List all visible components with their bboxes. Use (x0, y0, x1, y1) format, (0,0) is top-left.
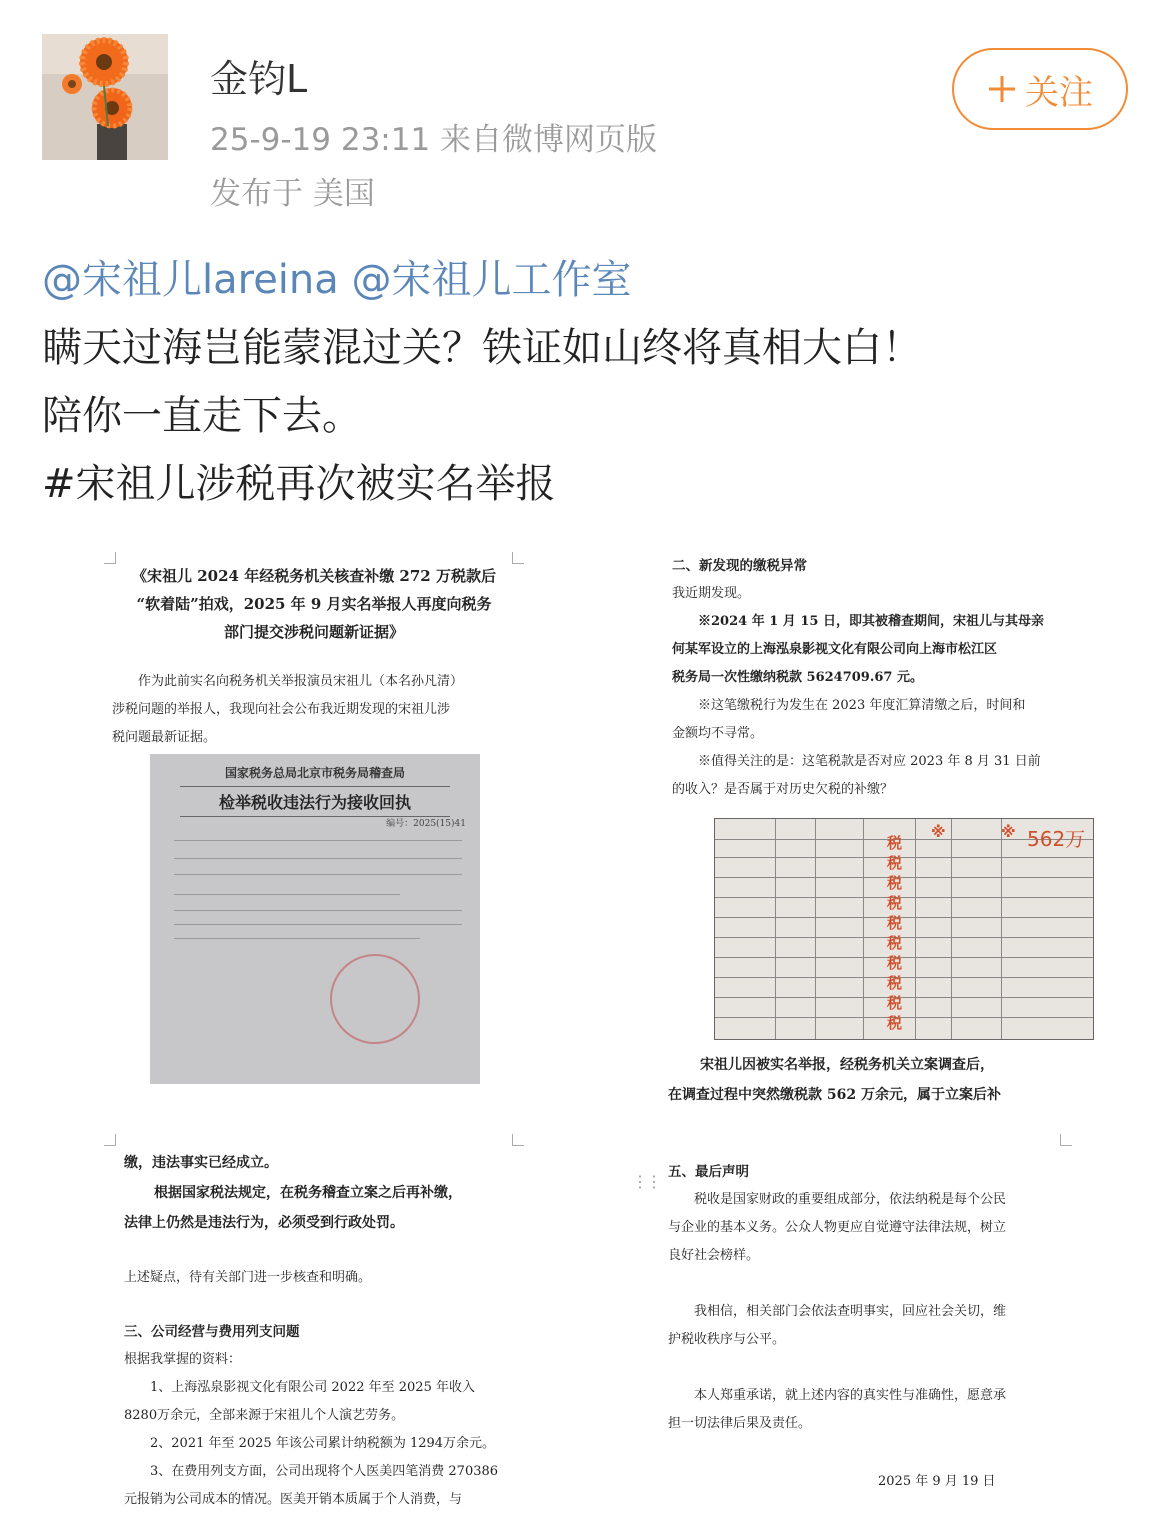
doc-title: “软着陆”拍戏，2025 年 9 月实名举报人再度向税务 (136, 595, 492, 613)
page-corner-mark (104, 1134, 116, 1146)
plus-icon (987, 74, 1017, 104)
mention-link[interactable]: @宋祖儿lareina (42, 257, 339, 303)
doc-line: 根据我掌握的资料： (124, 1352, 242, 1367)
doc-bold-line: 根据国家税法规定，在税务稽查立案之后再补缴， (154, 1185, 462, 1201)
doc-bold-line: 宋祖儿因被实名举报，经税务机关立案调查后， (700, 1057, 994, 1073)
post-meta: 25-9-19 23:11 来自微博网页版 (210, 122, 658, 158)
image-grid (42, 524, 1128, 1511)
doc-line: 良好社会榜样。 (668, 1248, 760, 1263)
doc-line: 担一切法律后果及责任。 (668, 1416, 812, 1431)
follow-label: 关注 (1025, 72, 1093, 113)
table-rule (715, 857, 1093, 858)
hashtag[interactable]: #宋祖儿涉税再次被实名举报 (42, 461, 556, 507)
post-line: 瞒天过海岂能蒙混过关？铁证如山终将真相大白！ (42, 325, 922, 371)
doc-line: 税收是国家财政的重要组成部分，依法纳税是每个公民 (694, 1192, 1007, 1207)
doc-paragraph: 作为此前实名向税务机关举报演员宋祖儿（本名孙凡清） (138, 674, 464, 689)
doc-bold-line: 在调查过程中突然缴税款 562 万余元，属于立案后补 (668, 1087, 1001, 1103)
table-rule (715, 897, 1093, 898)
table-rule (715, 877, 1093, 878)
follow-button[interactable] (952, 48, 1128, 130)
receipt-title: 检举税收违法行为接收回执 (180, 786, 450, 817)
post-image-2[interactable] (668, 546, 1086, 1116)
doc-line: 涉税问题的举报人，我现向社会公布我近期发现的宋祖儿涉 (112, 702, 451, 717)
receipt-agency: 国家税务总局北京市税务局稽查局 (224, 766, 405, 780)
doc-title: 《宋祖儿 2024 年经税务机关核查补缴 272 万税款后 (132, 567, 496, 585)
receipt-text-line (174, 874, 462, 875)
doc-line: 税务局一次性缴纳税款 5624709.67 元。 (672, 670, 923, 685)
receipt-text-line (174, 910, 462, 911)
doc-title: 部门提交涉税问题新证据》 (223, 623, 404, 641)
table-rule (715, 917, 1093, 918)
doc-line: 我相信，相关部门会依法查明事实，回应社会关切，维 (694, 1304, 1007, 1319)
receipt-text-line (174, 938, 420, 939)
avatar-image (42, 34, 168, 160)
page-corner-mark (512, 1134, 524, 1146)
page-corner-mark (1060, 1134, 1072, 1146)
doc-line: 元报销为公司成本的情况。医美开销本质属于个人消费，与 (124, 1492, 463, 1507)
receipt-number: 编号：2025(15)41 (386, 819, 466, 829)
doc-heading: 二、新发现的缴税异常 (672, 558, 807, 574)
doc-line: 金额均不寻常。 (672, 726, 764, 741)
table-rule (951, 819, 952, 1039)
doc-line: 我近期发现。 (672, 586, 751, 601)
mention-link[interactable]: @宋祖儿工作室 (351, 257, 632, 303)
doc-heading: 三、公司经营与费用列支问题 (124, 1324, 300, 1340)
handwritten-mark: ※ (1001, 823, 1016, 841)
post-image-1[interactable] (104, 542, 524, 1112)
post-text (42, 246, 1132, 518)
tax-record-photo (714, 818, 1094, 1040)
doc-line: 8280万余元，全部来源于宋祖儿个人演艺劳务。 (124, 1408, 405, 1423)
receipt-text-line (174, 894, 400, 895)
doc-line: ※这笔缴税行为发生在 2023 年度汇算清缴之后，时间和 (698, 698, 1026, 713)
doc-line: 与企业的基本义务。公众人物更应自觉遵守法律法规，树立 (668, 1220, 1007, 1235)
doc-line: 2、2021 年至 2025 年该公司累计纳税额为 1294万余元。 (150, 1436, 496, 1451)
doc-line: 护税收秩序与公平。 (668, 1332, 786, 1347)
table-rule (775, 819, 776, 1039)
receipt-text-line (174, 840, 462, 841)
doc-line: ※值得关注的是：这笔税款是否对应 2023 年 8 月 31 日前 (698, 754, 1041, 769)
table-rule (715, 957, 1093, 958)
doc-line: ※2024 年 1 月 15 日，即其被稽查期间，宋祖儿与其母亲 (698, 614, 1044, 629)
receipt-text-line (174, 858, 462, 859)
doc-bold-line: 缴，违法事实已经成立。 (124, 1155, 278, 1171)
table-rule (715, 977, 1093, 978)
doc-line: 本人郑重承诺，就上述内容的真实性与准确性，愿意承 (694, 1388, 1007, 1403)
post-line: 陪你一直走下去。 (42, 393, 362, 439)
post-image-3[interactable] (104, 1134, 524, 1511)
doc-heading: 五、最后声明 (668, 1164, 749, 1180)
doc-line: 的收入？是否属于对历史欠税的补缴？ (672, 782, 894, 797)
table-rule (715, 997, 1093, 998)
doc-line: 税问题最新证据。 (112, 730, 217, 745)
table-rule (715, 937, 1093, 938)
table-rule (815, 819, 816, 1039)
table-rule (1001, 819, 1002, 1039)
table-rule (915, 819, 916, 1039)
receipt-text-line (174, 924, 462, 925)
username[interactable]: 金钧L (210, 57, 308, 101)
handwritten-annotation: 税 税 税 税 税 税 税 税 税 税 (887, 834, 903, 1032)
drag-handle-icon: ⋮⋮ (632, 1172, 660, 1191)
mentions-line (42, 246, 1132, 314)
doc-line: 1、上海泓泉影视文化有限公司 2022 年至 2025 年收入 (150, 1380, 475, 1395)
doc-line: 上述疑点，待有关部门进一步核查和明确。 (124, 1270, 372, 1285)
doc-line: 3、在费用列支方面，公司出现将个人医美四笔消费 270386 (150, 1464, 499, 1479)
table-rule (715, 1017, 1093, 1018)
doc-bold-line: 法律上仍然是违法行为，必须受到行政处罚。 (124, 1215, 404, 1231)
post-image-4[interactable] (632, 1142, 1072, 1511)
table-rule (863, 819, 864, 1039)
receipt-photo (150, 754, 480, 1084)
post-location: 发布于 美国 (210, 176, 375, 212)
official-seal (330, 954, 420, 1044)
handwritten-amount: 562万 (1027, 827, 1086, 851)
doc-line: 何某军设立的上海泓泉影视文化有限公司向上海市松江区 (672, 642, 998, 657)
handwritten-mark: ※ (931, 823, 946, 841)
avatar[interactable] (42, 34, 168, 160)
doc-date: 2025 年 9 月 19 日 (878, 1474, 996, 1489)
